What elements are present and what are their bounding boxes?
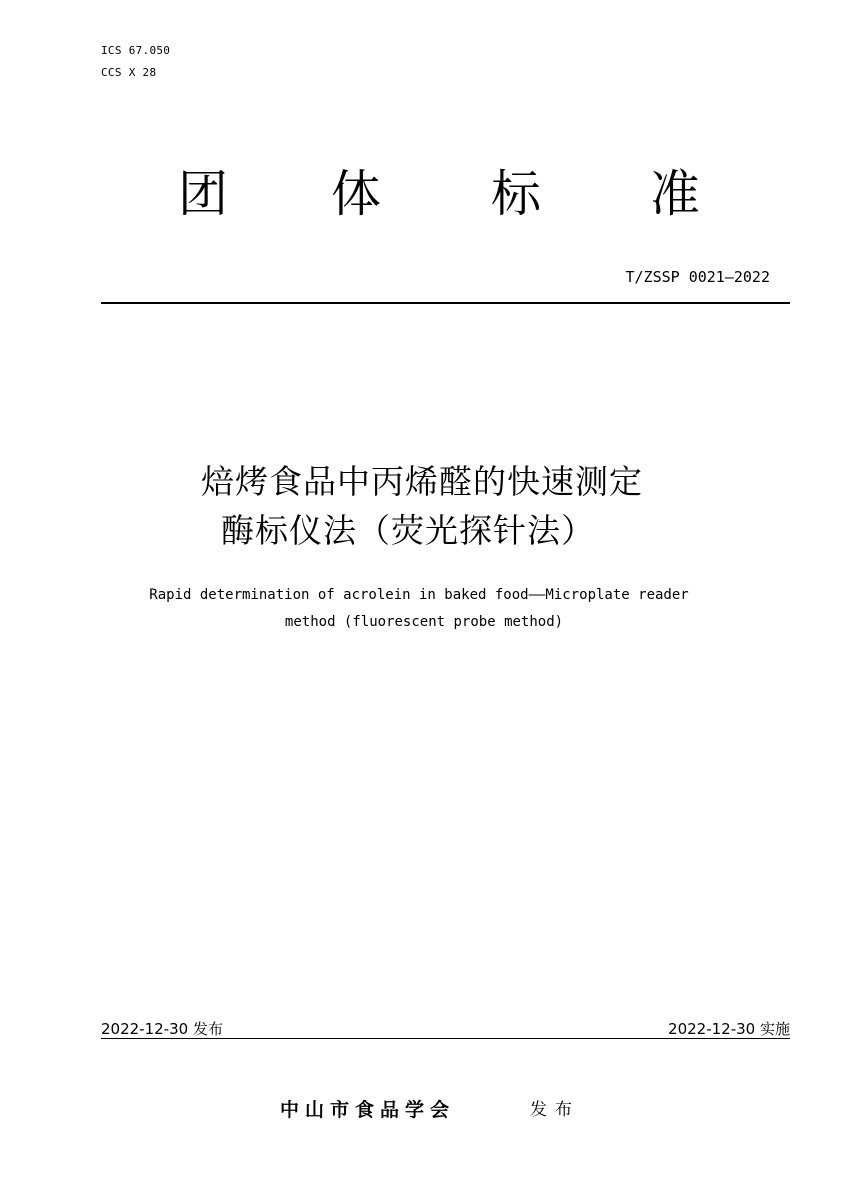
standard-type-char-1: 团	[178, 165, 228, 223]
implementation-date: 2022-12-30 实施	[668, 1020, 790, 1038]
standard-type-char-2: 体	[331, 165, 381, 223]
english-title-line-1: Rapid determination of acrolein in baked food——Microplate reader	[149, 587, 689, 603]
footer-divider	[101, 1038, 790, 1039]
ics-code: ICS 67.050	[101, 44, 171, 57]
standard-type-char-4: 准	[650, 165, 700, 223]
publish-date: 2022-12-30 发布	[101, 1020, 223, 1038]
ccs-code: CCS X 28	[101, 66, 157, 79]
english-title-line-2: method (fluorescent probe method)	[284, 614, 564, 630]
header-divider	[101, 302, 790, 304]
standard-number: T/ZSSP 0021—2022	[625, 268, 770, 286]
standard-type-char-3: 标	[491, 165, 541, 223]
chinese-title-line-1: 焙烤食品中丙烯醛的快速测定	[201, 462, 643, 501]
issuing-organization: 中山市食品学会	[280, 1099, 456, 1121]
issue-label: 发布	[530, 1100, 580, 1120]
chinese-title-line-2: 酶标仪法（荧光探针法）	[221, 511, 595, 550]
